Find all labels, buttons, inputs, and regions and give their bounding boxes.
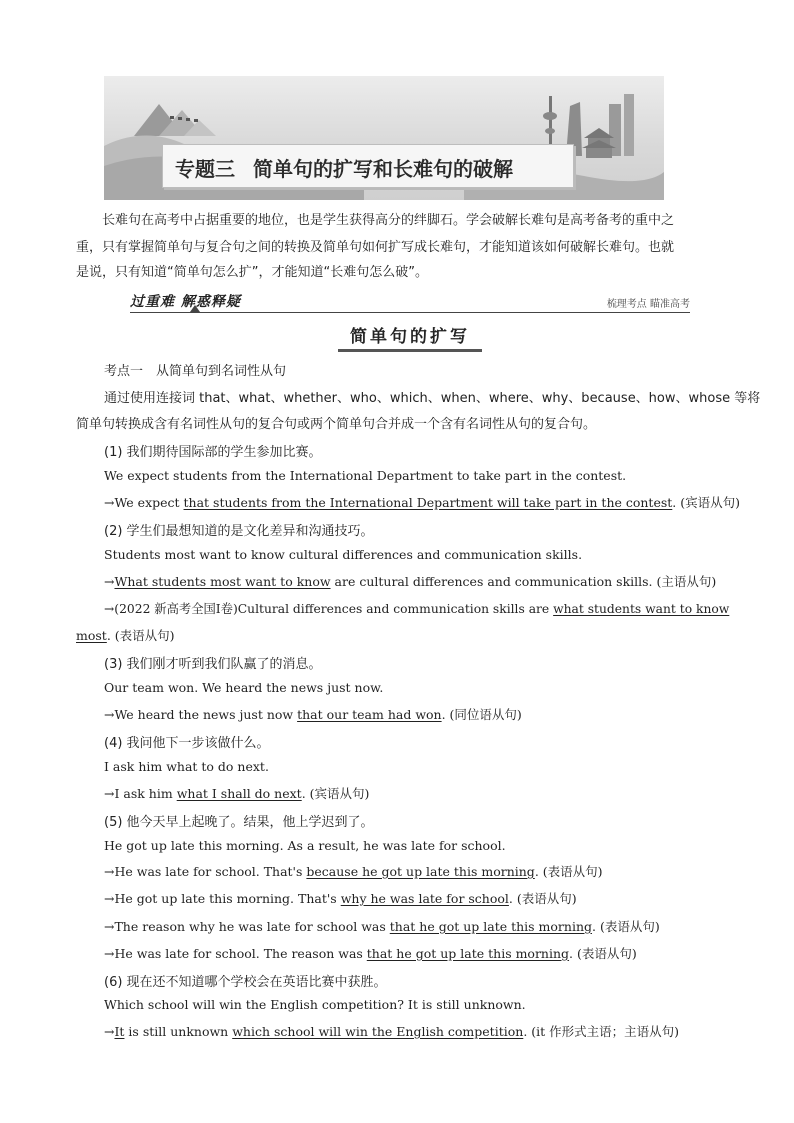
example-5-answer-a bbox=[104, 862, 603, 880]
answer-prefix: →We heard the news just now bbox=[104, 707, 298, 722]
strip-left-label: 过重难 解惑释疑 bbox=[130, 294, 241, 310]
example-6-answer bbox=[104, 1022, 679, 1040]
answer-suffix: . (表语从句) bbox=[592, 919, 660, 934]
answer-prefix: →I ask him bbox=[104, 786, 177, 801]
example-5-answer-d bbox=[104, 944, 637, 962]
answer-underlined: What students most want to know bbox=[114, 574, 331, 589]
answer-suffix: . (同位语从句) bbox=[441, 707, 522, 722]
example-6-en: Which school will win the English competition? It is still unknown. bbox=[104, 997, 526, 1012]
example-4-answer bbox=[104, 784, 369, 802]
answer-prefix: →(2022 新高考全国Ⅰ卷)Cultural differences and communication skills are bbox=[104, 602, 554, 616]
example-4-en: I ask him what to do next. bbox=[104, 759, 269, 774]
example-5-answer-c bbox=[104, 917, 660, 935]
answer-underlined: why he was late for school bbox=[340, 891, 509, 906]
kaodian-desc-2: 简单句转换成含有名词性从句的复合句或两个简单句合并成一个含有名词性从句的复合句。 bbox=[76, 417, 597, 432]
answer-middle: is still unknown bbox=[124, 1024, 233, 1039]
answer-suffix: . (表语从句) bbox=[508, 891, 577, 906]
kaodian-heading: 考点一 从简单句到名词性从句 bbox=[104, 364, 287, 379]
example-2-en: Students most want to know cultural differences and communication skills. bbox=[104, 547, 583, 562]
example-2-answer-b bbox=[104, 599, 729, 617]
answer-underlined: that he got up late this morning bbox=[389, 919, 593, 934]
example-2-zh: (2) 学生们最想知道的是文化差异和沟通技巧。 bbox=[104, 524, 374, 539]
answer-underlined: that he got up late this morning bbox=[366, 946, 570, 961]
answer-underlined: that our team had won bbox=[297, 707, 442, 722]
answer-underlined: what I shall do next bbox=[176, 786, 302, 801]
answer-suffix: . (表语从句) bbox=[534, 864, 603, 879]
chapter-title bbox=[175, 153, 513, 182]
answer-prefix: →We expect bbox=[104, 495, 184, 510]
example-1-en: We expect students from the International Department to take part in the contest. bbox=[104, 468, 627, 483]
answer-prefix: →He was late for school. The reason was bbox=[104, 946, 367, 961]
example-5-answer-b bbox=[104, 889, 577, 907]
example-5-en: He got up late this morning. As a result, he was late for school. bbox=[104, 838, 506, 853]
answer-suffix: . (it 作形式主语；主语从句) bbox=[523, 1024, 680, 1039]
answer-suffix: . (宾语从句) bbox=[301, 786, 370, 801]
answer-underlined: It bbox=[114, 1024, 125, 1039]
intro-line-3: 是说，只有知道“简单句怎么扩”，才能知道“长难句怎么破”。 bbox=[76, 265, 428, 280]
kaodian-desc-1: 通过使用连接词 that、what、whether、who、which、when、where、why、because、how、whose 等将 bbox=[104, 391, 761, 406]
strip-rule bbox=[130, 312, 690, 313]
answer-prefix: → bbox=[104, 574, 115, 589]
answer-underlined: which school will win the English competition bbox=[232, 1024, 524, 1039]
intro-line-2: 重，只有掌握简单句与复合句之间的转换及简单句如何扩写成长难句，才能知道该如何破解长难句。也就 bbox=[76, 240, 675, 255]
example-1-zh: (1) 我们期待国际部的学生参加比赛。 bbox=[104, 445, 322, 460]
answer-prefix: →He was late for school. That's bbox=[104, 864, 307, 879]
chapter-banner bbox=[104, 76, 664, 200]
answer-underlined: because he got up late this morning bbox=[306, 864, 535, 879]
answer-suffix: . (宾语从句) bbox=[672, 495, 740, 510]
answer-prefix: → bbox=[104, 1024, 115, 1039]
strip-right-label: 梳理考点 瞄准高考 bbox=[606, 299, 690, 310]
example-3-en: Our team won. We heard the news just now. bbox=[104, 680, 384, 695]
section-strip bbox=[130, 291, 690, 313]
example-3-zh: (3) 我们刚才听到我们队赢了的消息。 bbox=[104, 657, 322, 672]
intro-line-1: 长难句在高考中占据重要的地位，也是学生获得高分的绊脚石。学会破解长难句是高考备考的重中之 bbox=[102, 213, 675, 228]
chapter-name: 简单句的扩写和长难句的破解 bbox=[253, 157, 513, 181]
answer-prefix: →The reason why he was late for school was bbox=[104, 919, 390, 934]
chapter-title-box bbox=[162, 144, 574, 188]
example-3-answer bbox=[104, 705, 522, 723]
strip-marker bbox=[190, 305, 200, 312]
section-title: 简单句的扩写 bbox=[338, 322, 482, 346]
example-5-zh: (5) 他今天早上起晚了。结果，他上学迟到了。 bbox=[104, 815, 374, 830]
chapter-number: 专题三 bbox=[175, 157, 235, 181]
example-6-zh: (6) 现在还不知道哪个学校会在英语比赛中获胜。 bbox=[104, 975, 387, 990]
example-2-answer-a bbox=[104, 572, 716, 590]
example-2-answer-b-cont bbox=[76, 626, 175, 644]
answer-underlined: that students from the International Department will take part in the contest bbox=[183, 495, 673, 510]
answer-suffix: . (表语从句) bbox=[569, 946, 637, 961]
answer-underlined: most bbox=[76, 628, 107, 643]
answer-prefix: →He got up late this morning. That's bbox=[104, 891, 341, 906]
answer-underlined: what students want to know bbox=[553, 602, 730, 616]
example-4-zh: (4) 我问他下一步该做什么。 bbox=[104, 736, 270, 751]
answer-suffix: . (表语从句) bbox=[106, 628, 175, 643]
example-1-answer bbox=[104, 493, 740, 511]
answer-suffix: are cultural differences and communication skills. (主语从句) bbox=[330, 574, 717, 589]
